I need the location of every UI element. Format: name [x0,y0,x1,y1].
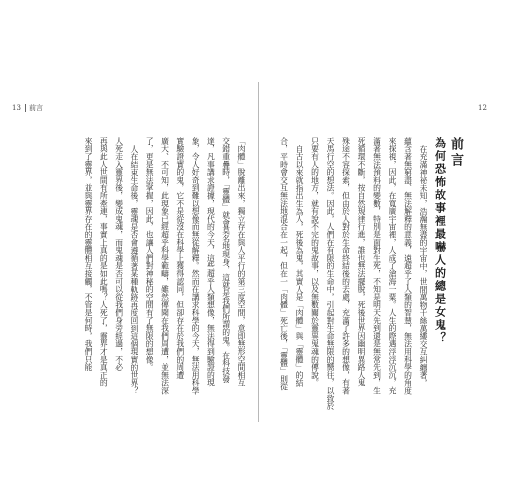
text-column: 了，更是無法掌握，因此，也讓人們對神秘的空間有了無限的想像。 [145,137,155,371]
text-column: 死循環不斷，按自然規律行進，誰也無法擺脫，死後世界因幽明異路人鬼 [357,137,366,387]
text-column: 人在結束生命後，靈魂是否會遵循著某種軌跡再度回到這個現實的世界？ [129,144,139,395]
text-column: 「肉體」脫離出來，獨立存在與人平行的第三度空間，意即無形空間相互 [237,137,246,387]
page-number: 12 [478,104,487,112]
text-column: 天馬行空的想法。因此，人們在有限的生命中，引起對生命無限的嚮往，以致於 [326,137,335,410]
text-column: 在充滿神祕未知，浩瀚無盡的宇宙中，世間萬物千絲萬縷交互糾纏著， [419,144,428,387]
text-column: 合，平時會交互無法地混合在一起，但在一「肉體」死亡後，「靈體」則從 [279,137,289,391]
running-head-section: 前言 [29,104,43,112]
chapter-title: 前言 [448,137,463,169]
text-column: 交錯重疊時，「靈體」就會莫名地現身，這就是我們所謂的鬼。在科技發 [221,137,231,383]
chapter-subtitle: 為何恐怖故事裡最嚇人的總是女鬼？ [433,137,447,345]
left-page [0,0,258,500]
text-column: 廣大、不可知，此現象已經超乎科學範疇，雖然傳聞在我們周遭，並無法深 [160,137,170,395]
text-column: 來探視，因此，在寬廣宇宙裡，人成了滄海一粟。人生的際遇浮浮沉沉，充 [388,137,397,395]
text-column: 殊途不容探索，但由於人對於生命終結後的去處，充滿了許多的想像，有著 [341,137,351,395]
text-column: 只要有人的地方，就有說不完的鬼故事，以及無數關於靈異鬼魂的傳說。 [310,137,320,387]
text-column: 再與此人世間有所牽連，事實上真的是如此嗎？人死了，靈界才是真正的 [99,137,109,387]
text-column: 象，令人好奇到難以想像而無從解釋。然而在講求科學的今天，無法用科學 [191,137,201,395]
running-head-divider [25,104,26,112]
text-column: 來到了靈界，並與靈界存在的靈體相互接觸，不管是何時，我們只能 [84,137,93,371]
text-column: 人死走入靈界後，變成鬼魂，而鬼魂是否可以從我們身旁經過，不必 [114,137,124,371]
page-number: 13 [12,104,21,112]
text-column: 實驗證實的鬼，它不是從沒在科學上獲得認同，但卻存在於我們的周遭 [175,137,185,379]
text-column: 滿著無法預料的變數，特別是面對生死，不知是明天先到還是無常先到，生 [372,137,382,395]
text-column: 自古以來就指出生為人，死後為鬼，其實人是「肉體」與「靈體」的結 [295,144,304,387]
text-column: 達，凡事講求證據，現代的今天，這些超乎人類想像，無法得到驗證的現 [206,137,216,387]
text-column: 蘊含著無窮盡、無法解釋的意義，遠超乎了人類的智慧，無法用科學的角度 [403,137,413,395]
